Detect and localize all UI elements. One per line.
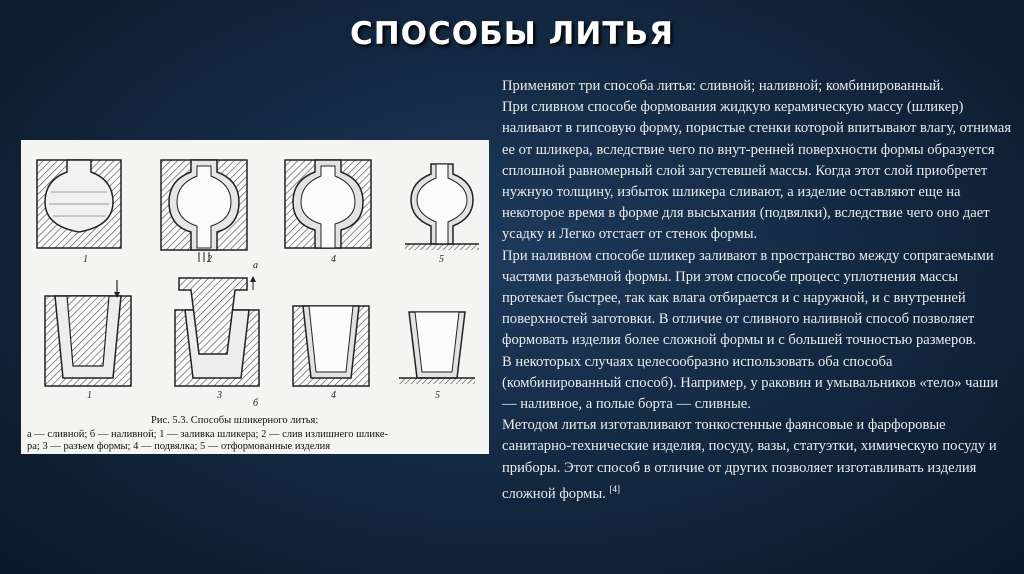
reference-link[interactable]: [4] <box>609 483 621 494</box>
mold-top-2 <box>161 160 247 262</box>
body-text <box>502 76 1012 505</box>
figure-caption-line1: а — сливной; б — наливной; 1 — заливка шликера; 2 — слив излишнего шлике- <box>27 429 389 440</box>
label-bottom-1: 1 <box>87 390 92 401</box>
mold-bottom-4 <box>293 306 369 386</box>
mold-bottom-3 <box>175 276 259 386</box>
mold-top-1 <box>37 160 121 248</box>
label-bottom-5: 5 <box>435 390 440 401</box>
mold-top-4 <box>285 160 371 248</box>
label-top-1: 1 <box>83 254 88 265</box>
label-b: б <box>253 398 259 409</box>
figure-caption-title: Рис. 5.3. Способы шликерного литья: <box>151 415 319 426</box>
paragraph-combined-method: В некоторых случаях целесообразно использовать оба способа (комбинированный способ). Например, у раковин и умывальников «тело» чаши — наливное, а полые борта — сливные. <box>502 353 999 413</box>
product-top-5 <box>405 164 479 250</box>
slide-title: СПОСОБЫ ЛИТЬЯ <box>349 16 675 52</box>
label-bottom-3: 3 <box>217 390 222 401</box>
mold-bottom-1 <box>45 280 131 386</box>
paragraph-intro: Применяют три способа литья: сливной; наливной; комбинированный. <box>502 78 944 94</box>
figure-caption-line2: ра; 3 — разъем формы; 4 — подвялка; 5 — отформованные изделия <box>27 441 331 452</box>
paragraph-pour-method: При наливном способе шликер заливают в пространство между сопрягаемыми частями разъемной формы. При этом способе процесс уплотнения массы протекает быстрее, так как влага отбирается и с наружной, и с внутренней поверхностей заготовки. В отличие от сливного наливной способ позволяет формовать изделия более сложной формы и с большей точностью размеров. <box>502 247 994 349</box>
label-bottom-4: 4 <box>331 390 336 401</box>
slip-casting-figure <box>21 140 489 454</box>
label-a: а <box>253 260 258 271</box>
paragraph-drain-method: При сливном способе формования жидкую керамическую массу (шликер) наливают в гипсовую форму, пористые стенки которой впитывают влагу, отнимая ее от шликера, вследствие чего по внут-ренней поверхности формы образуется сплошной равномерный слой загустевшей массы. Когда этот слой приобретет нужную толщину, избыток шликера сливают, а изделие оставляют еще на некоторое время в форме для высыхания (подвялки), вследствие чего оно дает усадку и Легко отстает от стенок формы. <box>502 99 1012 243</box>
paragraph-applications <box>502 415 1012 505</box>
product-bottom-5 <box>399 312 475 384</box>
label-top-4: 4 <box>331 254 336 265</box>
label-top-5: 5 <box>439 254 444 265</box>
label-top-2: 2 <box>207 254 212 265</box>
paragraph-applications-text: Методом литья изготавливают тонкостенные фаянсовые и фарфоровые санитарно-технические изделия, посуду, вазы, статуэтки, химическую посуду и приборы. Этот способ в отличие от других позволяет изготавливать изделия сложной формы. <box>502 417 997 502</box>
